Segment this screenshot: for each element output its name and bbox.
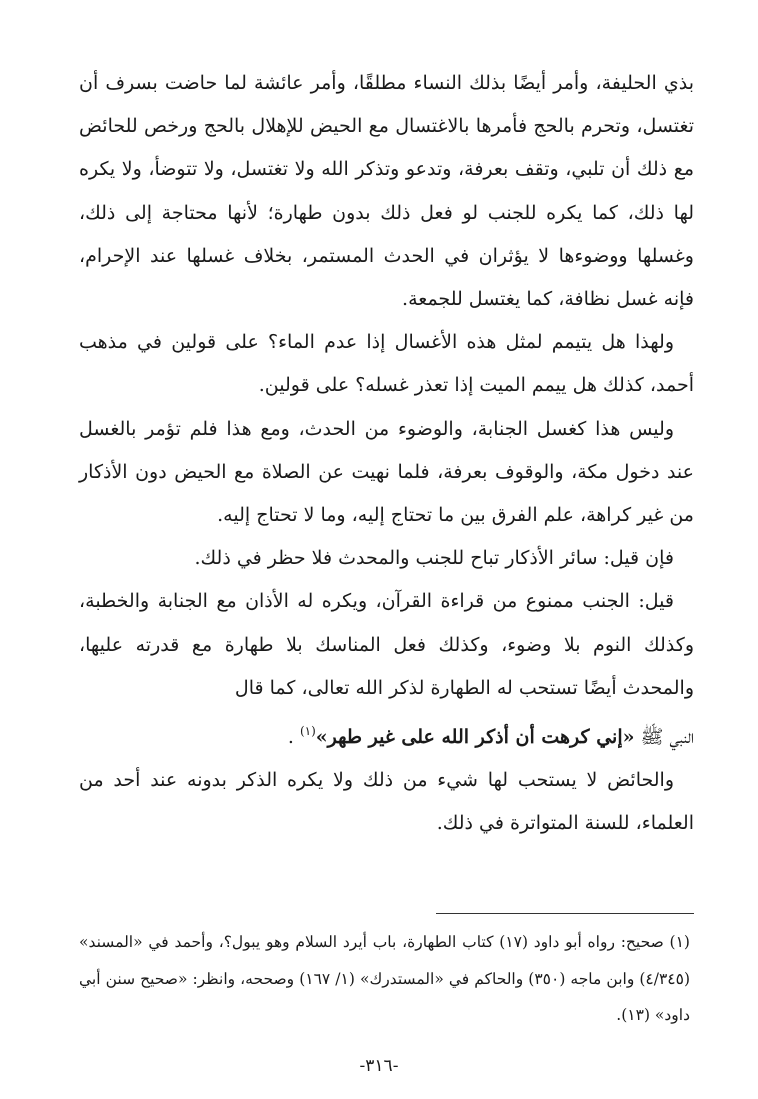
footnote-separator	[436, 913, 694, 914]
final-paragraph: والحائض لا يستحب لها شيء من ذلك ولا يكره الذكر بدونه عند أحد من العلماء، للسنة المتواترة في ذلك.	[79, 769, 694, 835]
paragraph-1: بذي الحليفة، وأمر أيضًا بذلك النساء مطلقًا، وأمر عائشة لما حاضت بسرف أن تغتسل، وتحرم بالحج فأمرها بالاغتسال مع الحيض للإهلال بالحج ورخص للحائض مع ذلك أن تلبي، وتقف بعرفة، وتدعو وتذكر الله ولا تغتسل، ولا تتوضأ، ولا يكره لها ذلك، كما يكره للجنب لو فعل ذلك بدون طهارة؛ لأنها محتاجة إلى ذلك، وغسلها ووضوءها لا يؤثران في الحدث المستمر، بخلاف غسلها عند الإحرام، فإنه غسل نظافة، كما يغتسل للجمعة.	[79, 72, 694, 311]
footnote	[79, 924, 690, 1034]
hadith-line	[79, 710, 694, 759]
paragraph-3: وليس هذا كغسل الجنابة، والوضوء من الحدث، ومع هذا فلم تؤمر بالغسل عند دخول مكة، والوقوف بعرفة، فلما نهيت عن الصلاة مع الحيض دون الأذكار من غير كراهة، علم الفرق بين ما تحتاج إليه، وما لا تحتاج إليه.	[79, 417, 694, 527]
page-number: -٣١٦-	[359, 1056, 399, 1076]
paragraph-2: ولهذا هل يتيمم لمثل هذه الأغسال إذا عدم الماء؟ على قولين في مذهب أحمد، كذلك هل ييمم الميت إذا تعذر غسله؟ على قولين.	[79, 331, 694, 397]
paragraph-5: قيل: الجنب ممنوع من قراءة القرآن، ويكره له الأذان مع الجنابة والخطبة، وكذلك النوم بلا وضوء، وكذلك فعل المناسك بلا طهارة مع قدرته عليها، والمحدث أيضًا تستحب له الطهارة لذكر الله تعالى، كما قال	[79, 590, 694, 699]
paragraph-4: فإن قيل: سائر الأذكار تباح للجنب والمحدث فلا حظر في ذلك.	[194, 547, 674, 570]
hadith-prefix: النبي ﷺ	[634, 726, 694, 749]
footnote-text: (١) صحيح: رواه أبو داود (١٧) كتاب الطهارة، باب أيرد السلام وهو يبول؟، وأحمد في «المسند» (٤/٣٤٥) وابن ماجه (٣٥٠) والحاكم في «المستدرك» (١/ ١٦٧) وصححه، وانظر: «صحيح سنن أبي داود» (١٣).	[79, 933, 690, 1024]
hadith-suffix: .	[287, 726, 300, 749]
main-text	[79, 62, 694, 846]
hadith-quote: «إني كرهت أن أذكر الله على غير طهر»	[315, 726, 635, 749]
footnote-marker[interactable]: (١)	[299, 724, 316, 739]
